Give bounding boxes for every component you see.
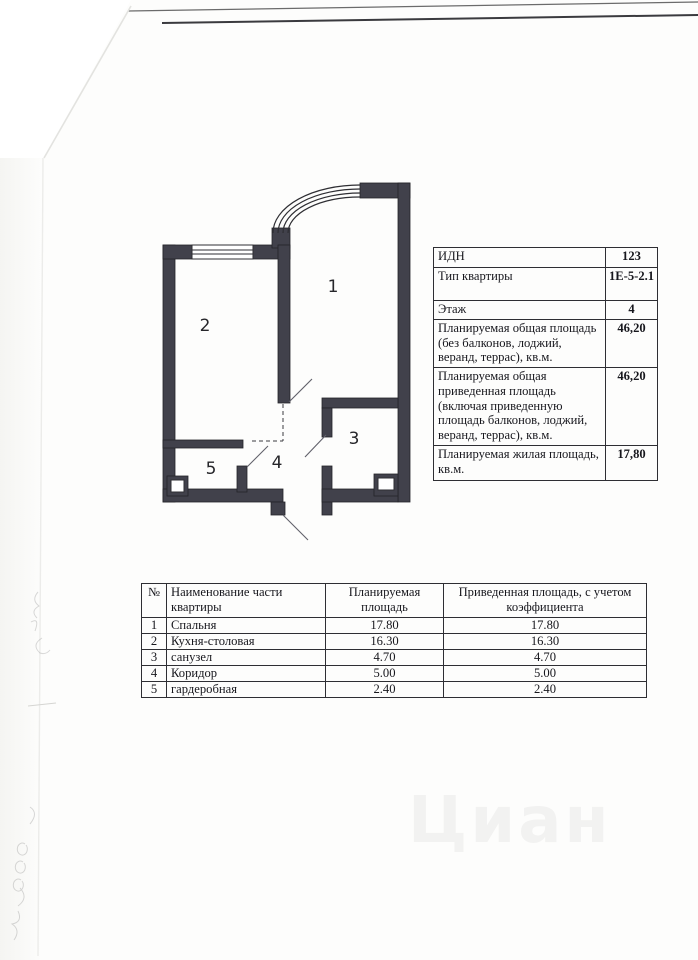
dashed-opening bbox=[252, 404, 283, 441]
info-value: 123 bbox=[606, 248, 658, 268]
cell-planned: 16.30 bbox=[326, 634, 444, 650]
info-label: ИДН bbox=[434, 248, 606, 268]
header-num: № bbox=[142, 584, 167, 618]
info-value: 4 bbox=[606, 301, 658, 320]
cell-planned: 5.00 bbox=[326, 666, 444, 682]
cell-reduced: 16.30 bbox=[444, 634, 647, 650]
cell-reduced: 4.70 bbox=[444, 650, 647, 666]
info-label: Планируемая общая площадь (без балконов, лоджий, веранд, террас), кв.м. bbox=[434, 320, 606, 368]
apartment-info-table bbox=[433, 247, 658, 481]
table-row bbox=[434, 320, 658, 368]
room-areas-table bbox=[141, 583, 647, 698]
window-room2 bbox=[192, 245, 253, 259]
table-row bbox=[142, 682, 647, 698]
table-row bbox=[434, 248, 658, 268]
room-label-4: 4 bbox=[271, 453, 283, 473]
cell-name: Кухня-столовая bbox=[167, 634, 326, 650]
table-header-row bbox=[142, 584, 647, 618]
cell-name: Коридор bbox=[167, 666, 326, 682]
cell-reduced: 5.00 bbox=[444, 666, 647, 682]
cell-num: 2 bbox=[142, 634, 167, 650]
handwriting-artifact bbox=[12, 592, 50, 940]
cell-num: 1 bbox=[142, 618, 167, 634]
room-label-2: 2 bbox=[199, 316, 211, 336]
cell-planned: 4.70 bbox=[326, 650, 444, 666]
header-reduced: Приведенная площадь, с учетом коэффициента bbox=[444, 584, 647, 618]
cell-name: гардеробная bbox=[167, 682, 326, 698]
floor-plan-walls bbox=[163, 183, 410, 515]
table-row bbox=[142, 666, 647, 682]
curved-window-room1 bbox=[273, 185, 360, 233]
cell-num: 5 bbox=[142, 682, 167, 698]
info-label: Тип квартиры bbox=[434, 268, 606, 301]
table-row bbox=[434, 368, 658, 446]
room-label-1: 1 bbox=[327, 277, 339, 297]
info-value: 17,80 bbox=[606, 445, 658, 480]
info-value: 46,20 bbox=[606, 320, 658, 368]
cell-planned: 17.80 bbox=[326, 618, 444, 634]
cell-name: санузел bbox=[167, 650, 326, 666]
cell-reduced: 17.80 bbox=[444, 618, 647, 634]
shaft-box-room5 bbox=[171, 480, 184, 492]
cell-planned: 2.40 bbox=[326, 682, 444, 698]
header-name: Наименование части квартиры bbox=[167, 584, 326, 618]
room-label-3: 3 bbox=[348, 429, 360, 449]
info-value: 46,20 bbox=[606, 368, 658, 446]
table-row bbox=[434, 445, 658, 480]
header-planned: Планируемая площадь bbox=[326, 584, 444, 618]
info-label: Планируемая жилая площадь, кв.м. bbox=[434, 445, 606, 480]
cell-num: 4 bbox=[142, 666, 167, 682]
room-label-5: 5 bbox=[205, 459, 217, 479]
table-row bbox=[434, 268, 658, 301]
table-row bbox=[142, 650, 647, 666]
info-value: 1Е-5-2.1 bbox=[606, 268, 658, 301]
table-row bbox=[142, 634, 647, 650]
cian-watermark: Циан bbox=[408, 784, 612, 858]
info-label: Этаж bbox=[434, 301, 606, 320]
info-label: Планируемая общая приведенная площадь (включая приведенную площадь балконов, лоджий, веранд, террас), кв.м. bbox=[434, 368, 606, 446]
shaft-box-room3 bbox=[378, 478, 394, 490]
cell-num: 3 bbox=[142, 650, 167, 666]
table-row bbox=[434, 301, 658, 320]
cell-name: Спальня bbox=[167, 618, 326, 634]
cell-reduced: 2.40 bbox=[444, 682, 647, 698]
table-row bbox=[142, 618, 647, 634]
